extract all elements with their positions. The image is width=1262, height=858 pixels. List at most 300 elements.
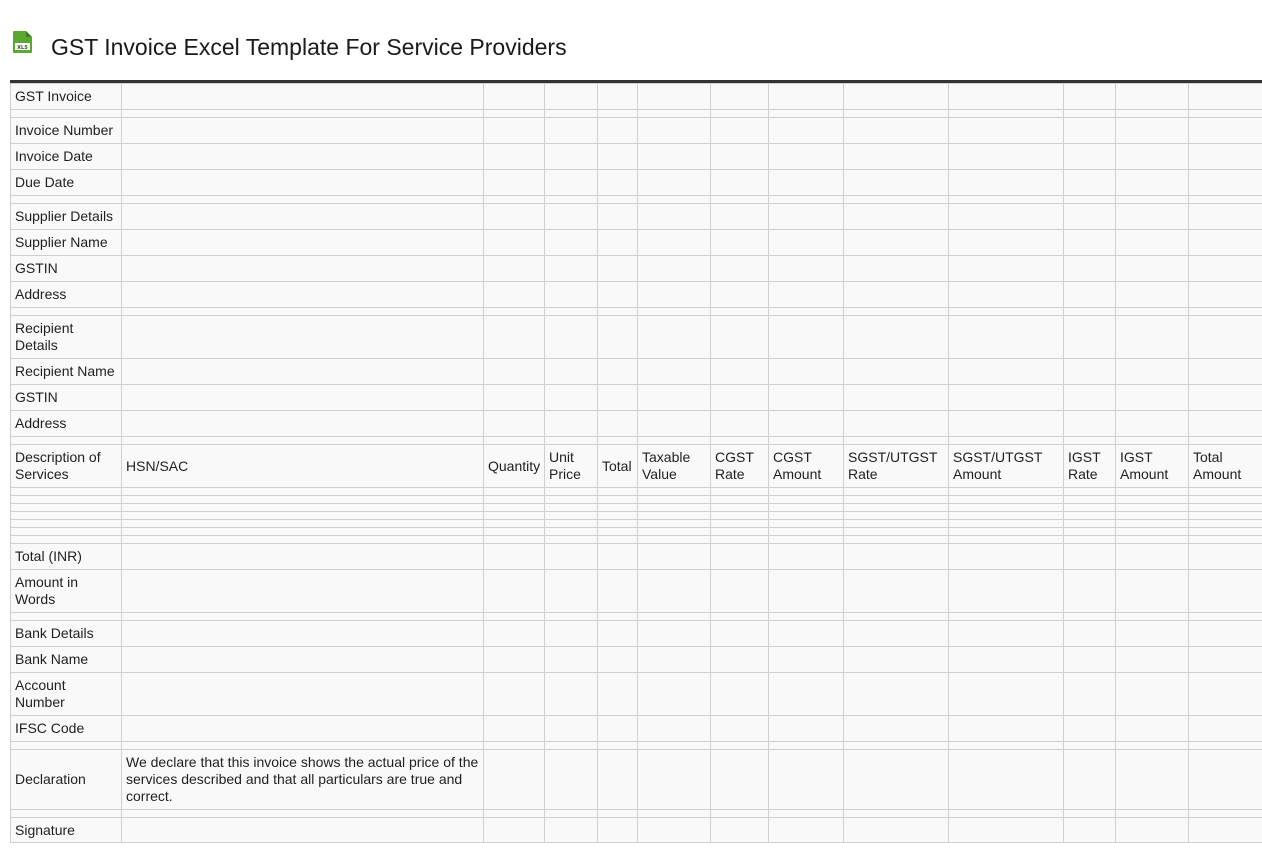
cell[interactable] <box>949 570 1064 613</box>
cell[interactable] <box>844 818 949 843</box>
field-label: Account Number <box>11 673 122 716</box>
cell[interactable] <box>1116 118 1189 144</box>
cell[interactable] <box>122 316 484 359</box>
cell[interactable] <box>1189 544 1262 570</box>
cell[interactable] <box>1189 411 1262 437</box>
cell[interactable] <box>844 673 949 716</box>
signature-input[interactable] <box>122 818 484 843</box>
cell[interactable] <box>484 544 545 570</box>
cell[interactable] <box>844 84 949 110</box>
row-account-number <box>11 673 1262 716</box>
cell[interactable] <box>598 544 638 570</box>
field-label: Address <box>11 411 122 437</box>
cell[interactable] <box>1116 359 1189 385</box>
cell[interactable] <box>484 282 545 308</box>
cell[interactable] <box>949 750 1064 810</box>
cell[interactable] <box>484 570 545 613</box>
cell[interactable] <box>1116 647 1189 673</box>
cell[interactable] <box>711 316 769 359</box>
cell[interactable] <box>1064 118 1116 144</box>
cell[interactable] <box>844 411 949 437</box>
cell[interactable] <box>484 818 545 843</box>
field-label: Total (INR) <box>11 544 122 570</box>
invoice-grid <box>10 83 1262 843</box>
cell[interactable] <box>844 750 949 810</box>
cell[interactable] <box>484 170 545 196</box>
cell[interactable] <box>484 359 545 385</box>
cell[interactable] <box>638 118 711 144</box>
cell[interactable] <box>545 282 598 308</box>
supplier-address-input[interactable] <box>122 282 484 308</box>
cell[interactable] <box>769 647 844 673</box>
column-header: HSN/SAC <box>122 445 484 488</box>
cell[interactable] <box>949 282 1064 308</box>
field-label: Address <box>11 282 122 308</box>
cell[interactable] <box>484 647 545 673</box>
cell[interactable] <box>1116 230 1189 256</box>
cell[interactable] <box>484 750 545 810</box>
row-bank-name <box>11 647 1262 673</box>
cell[interactable] <box>638 282 711 308</box>
cell[interactable] <box>1116 385 1189 411</box>
cell[interactable] <box>1116 256 1189 282</box>
cell[interactable] <box>949 716 1064 742</box>
cell[interactable] <box>545 647 598 673</box>
cell[interactable] <box>598 647 638 673</box>
cell[interactable] <box>711 570 769 613</box>
section-title-bank: Bank Details <box>11 621 122 647</box>
supplier-name-input[interactable] <box>122 230 484 256</box>
field-label: Signature <box>11 818 122 843</box>
row-supplier-details <box>11 204 1262 230</box>
account-number-input[interactable] <box>122 673 484 716</box>
cell[interactable] <box>1189 385 1262 411</box>
cell[interactable] <box>711 647 769 673</box>
field-label: GSTIN <box>11 256 122 282</box>
cell[interactable] <box>545 316 598 359</box>
cell[interactable] <box>949 647 1064 673</box>
row-signature <box>11 818 1262 843</box>
cell[interactable] <box>844 544 949 570</box>
cell[interactable] <box>711 359 769 385</box>
cell[interactable] <box>638 570 711 613</box>
page-title: GST Invoice Excel Template For Service Providers <box>51 34 567 60</box>
xls-file-icon <box>13 31 32 53</box>
cell[interactable] <box>769 385 844 411</box>
cell[interactable] <box>949 818 1064 843</box>
line-item-row[interactable] <box>11 504 1262 512</box>
due-date-input[interactable] <box>122 170 484 196</box>
cell[interactable] <box>949 230 1064 256</box>
cell[interactable] <box>769 673 844 716</box>
cell[interactable] <box>545 673 598 716</box>
cell[interactable] <box>638 621 711 647</box>
line-items-header <box>11 445 1262 488</box>
cell[interactable] <box>1064 359 1116 385</box>
row-supplier-address <box>11 282 1262 308</box>
cell[interactable] <box>711 204 769 230</box>
cell[interactable] <box>1064 84 1116 110</box>
cell[interactable] <box>1116 716 1189 742</box>
cell[interactable] <box>1116 204 1189 230</box>
cell[interactable] <box>484 411 545 437</box>
row-recipient-name <box>11 359 1262 385</box>
cell[interactable] <box>769 170 844 196</box>
cell[interactable] <box>949 621 1064 647</box>
cell[interactable] <box>638 204 711 230</box>
cell[interactable] <box>711 118 769 144</box>
cell[interactable] <box>1064 647 1116 673</box>
cell[interactable] <box>638 647 711 673</box>
cell[interactable] <box>711 673 769 716</box>
cell[interactable] <box>949 316 1064 359</box>
cell[interactable] <box>1189 647 1262 673</box>
cell[interactable] <box>1189 673 1262 716</box>
cell[interactable] <box>711 282 769 308</box>
field-label: Invoice Number <box>11 118 122 144</box>
cell[interactable] <box>711 716 769 742</box>
line-item-row[interactable] <box>11 536 1262 544</box>
cell[interactable] <box>769 282 844 308</box>
cell[interactable] <box>711 84 769 110</box>
cell[interactable] <box>638 84 711 110</box>
invoice-date-input[interactable] <box>122 144 484 170</box>
cell[interactable] <box>545 230 598 256</box>
cell[interactable] <box>1064 544 1116 570</box>
cell[interactable] <box>1116 282 1189 308</box>
cell[interactable] <box>1064 411 1116 437</box>
cell[interactable] <box>711 230 769 256</box>
cell[interactable] <box>844 282 949 308</box>
row-recipient-gstin <box>11 385 1262 411</box>
cell[interactable] <box>769 818 844 843</box>
cell[interactable] <box>1064 673 1116 716</box>
spacer-row <box>11 110 1262 118</box>
invoice-number-input[interactable] <box>122 118 484 144</box>
cell[interactable] <box>844 359 949 385</box>
cell[interactable] <box>769 621 844 647</box>
cell[interactable] <box>484 144 545 170</box>
cell[interactable] <box>1189 750 1262 810</box>
cell[interactable] <box>598 673 638 716</box>
cell[interactable] <box>1116 818 1189 843</box>
cell[interactable] <box>1189 621 1262 647</box>
cell[interactable] <box>1064 621 1116 647</box>
row-total-inr <box>11 544 1262 570</box>
cell[interactable] <box>1064 282 1116 308</box>
declaration-text[interactable]: We declare that this invoice shows the actual price of the services described and that all particulars are true and correct. <box>122 750 484 810</box>
cell[interactable] <box>1189 818 1262 843</box>
cell[interactable] <box>545 544 598 570</box>
cell[interactable] <box>844 570 949 613</box>
cell[interactable] <box>545 170 598 196</box>
row-ifsc-code <box>11 716 1262 742</box>
cell[interactable] <box>598 230 638 256</box>
column-header: IGST Amount <box>1116 445 1189 488</box>
section-title-invoice: GST Invoice <box>11 84 122 110</box>
cell[interactable] <box>598 316 638 359</box>
cell[interactable] <box>769 204 844 230</box>
cell[interactable] <box>598 282 638 308</box>
cell[interactable] <box>769 230 844 256</box>
cell[interactable] <box>484 621 545 647</box>
cell[interactable] <box>1189 118 1262 144</box>
cell[interactable] <box>1116 316 1189 359</box>
field-label: Supplier Name <box>11 230 122 256</box>
cell[interactable] <box>949 544 1064 570</box>
bank-name-input[interactable] <box>122 647 484 673</box>
cell[interactable] <box>598 411 638 437</box>
cell[interactable] <box>769 118 844 144</box>
cell[interactable] <box>1116 84 1189 110</box>
cell[interactable] <box>638 256 711 282</box>
field-label: Bank Name <box>11 647 122 673</box>
row-supplier-name <box>11 230 1262 256</box>
cell[interactable] <box>1189 359 1262 385</box>
cell[interactable] <box>545 621 598 647</box>
spacer-row <box>11 810 1262 818</box>
cell[interactable] <box>1064 570 1116 613</box>
cell[interactable] <box>1189 316 1262 359</box>
cell[interactable] <box>598 716 638 742</box>
cell[interactable] <box>598 570 638 613</box>
cell[interactable] <box>545 256 598 282</box>
cell[interactable] <box>1189 84 1262 110</box>
field-label: Due Date <box>11 170 122 196</box>
cell[interactable] <box>769 256 844 282</box>
cell[interactable] <box>949 84 1064 110</box>
cell[interactable] <box>769 750 844 810</box>
ifsc-code-input[interactable] <box>122 716 484 742</box>
cell[interactable] <box>1189 256 1262 282</box>
cell[interactable] <box>949 359 1064 385</box>
cell[interactable] <box>545 818 598 843</box>
line-item-row[interactable] <box>11 496 1262 504</box>
cell[interactable] <box>711 818 769 843</box>
cell[interactable] <box>1064 144 1116 170</box>
cell[interactable] <box>545 118 598 144</box>
cell[interactable] <box>844 170 949 196</box>
cell[interactable] <box>949 673 1064 716</box>
cell[interactable] <box>598 170 638 196</box>
cell[interactable] <box>769 411 844 437</box>
cell[interactable] <box>484 385 545 411</box>
cell[interactable] <box>598 385 638 411</box>
cell[interactable] <box>711 385 769 411</box>
cell[interactable] <box>769 144 844 170</box>
cell[interactable] <box>484 316 545 359</box>
section-title-supplier: Supplier Details <box>11 204 122 230</box>
row-supplier-gstin <box>11 256 1262 282</box>
column-header: Quantity <box>484 445 545 488</box>
cell[interactable] <box>1189 570 1262 613</box>
cell[interactable] <box>1189 170 1262 196</box>
row-due-date <box>11 170 1262 196</box>
cell[interactable] <box>1064 256 1116 282</box>
cell[interactable] <box>598 818 638 843</box>
cell[interactable] <box>769 570 844 613</box>
cell[interactable] <box>769 84 844 110</box>
cell[interactable] <box>949 385 1064 411</box>
field-label: Amount in Words <box>11 570 122 613</box>
line-item-row[interactable] <box>11 512 1262 520</box>
cell[interactable] <box>638 750 711 810</box>
cell[interactable] <box>949 118 1064 144</box>
cell[interactable] <box>638 359 711 385</box>
cell[interactable] <box>1064 716 1116 742</box>
cell[interactable] <box>711 411 769 437</box>
cell[interactable] <box>1064 750 1116 810</box>
cell[interactable] <box>1189 716 1262 742</box>
cell[interactable] <box>949 256 1064 282</box>
cell[interactable] <box>122 621 484 647</box>
spacer-row <box>11 308 1262 316</box>
cell[interactable] <box>844 204 949 230</box>
cell[interactable] <box>1116 170 1189 196</box>
cell[interactable] <box>949 411 1064 437</box>
column-header: Taxable Value <box>638 445 711 488</box>
cell[interactable] <box>598 118 638 144</box>
cell[interactable] <box>484 84 545 110</box>
cell[interactable] <box>545 385 598 411</box>
cell[interactable] <box>545 570 598 613</box>
amount-in-words-input[interactable] <box>122 570 484 613</box>
cell[interactable] <box>638 316 711 359</box>
column-header: CGST Rate <box>711 445 769 488</box>
cell[interactable] <box>545 144 598 170</box>
cell[interactable] <box>545 716 598 742</box>
cell[interactable] <box>1116 750 1189 810</box>
cell[interactable] <box>484 118 545 144</box>
cell[interactable] <box>1116 144 1189 170</box>
recipient-address-input[interactable] <box>122 411 484 437</box>
cell[interactable] <box>1064 316 1116 359</box>
cell[interactable] <box>1064 204 1116 230</box>
cell[interactable] <box>638 385 711 411</box>
cell[interactable] <box>598 256 638 282</box>
cell[interactable] <box>484 204 545 230</box>
cell[interactable] <box>1189 144 1262 170</box>
row-invoice-number <box>11 118 1262 144</box>
cell[interactable] <box>598 144 638 170</box>
cell[interactable] <box>844 256 949 282</box>
cell[interactable] <box>1064 170 1116 196</box>
cell[interactable] <box>769 544 844 570</box>
cell[interactable] <box>484 716 545 742</box>
cell[interactable] <box>122 204 484 230</box>
column-header: Total Amount <box>1189 445 1262 488</box>
total-inr-input[interactable] <box>122 544 484 570</box>
supplier-gstin-input[interactable] <box>122 256 484 282</box>
cell[interactable] <box>545 204 598 230</box>
cell[interactable] <box>638 144 711 170</box>
cell[interactable] <box>949 204 1064 230</box>
cell[interactable] <box>122 84 484 110</box>
field-label: IFSC Code <box>11 716 122 742</box>
cell[interactable] <box>598 359 638 385</box>
cell[interactable] <box>769 359 844 385</box>
cell[interactable] <box>711 621 769 647</box>
cell[interactable] <box>638 544 711 570</box>
cell[interactable] <box>545 84 598 110</box>
line-item-row[interactable] <box>11 488 1262 496</box>
cell[interactable] <box>638 673 711 716</box>
field-label: Recipient Name <box>11 359 122 385</box>
cell[interactable] <box>638 230 711 256</box>
cell[interactable] <box>1116 411 1189 437</box>
cell[interactable] <box>484 230 545 256</box>
cell[interactable] <box>769 316 844 359</box>
cell[interactable] <box>1064 818 1116 843</box>
page-header <box>0 0 1262 81</box>
recipient-gstin-input[interactable] <box>122 385 484 411</box>
cell[interactable] <box>638 716 711 742</box>
cell[interactable] <box>598 204 638 230</box>
line-item-row[interactable] <box>11 520 1262 528</box>
cell[interactable] <box>545 411 598 437</box>
cell[interactable] <box>711 144 769 170</box>
cell[interactable] <box>598 621 638 647</box>
cell[interactable] <box>484 256 545 282</box>
cell[interactable] <box>545 359 598 385</box>
cell[interactable] <box>844 621 949 647</box>
cell[interactable] <box>1116 544 1189 570</box>
column-header: CGST Amount <box>769 445 844 488</box>
row-bank-details <box>11 621 1262 647</box>
cell[interactable] <box>1189 230 1262 256</box>
cell[interactable] <box>769 716 844 742</box>
cell[interactable] <box>844 230 949 256</box>
spreadsheet <box>10 80 1262 843</box>
cell[interactable] <box>949 144 1064 170</box>
cell[interactable] <box>638 170 711 196</box>
cell[interactable] <box>598 84 638 110</box>
column-header: Unit Price <box>545 445 598 488</box>
cell[interactable] <box>1189 204 1262 230</box>
cell[interactable] <box>545 750 598 810</box>
cell[interactable] <box>949 170 1064 196</box>
cell[interactable] <box>711 256 769 282</box>
section-title-recipient: Recipient Details <box>11 316 122 359</box>
cell[interactable] <box>1116 673 1189 716</box>
cell[interactable] <box>711 544 769 570</box>
cell[interactable] <box>711 750 769 810</box>
row-recipient-address <box>11 411 1262 437</box>
line-item-row[interactable] <box>11 528 1262 536</box>
cell[interactable] <box>844 647 949 673</box>
cell[interactable] <box>1116 570 1189 613</box>
cell[interactable] <box>844 118 949 144</box>
cell[interactable] <box>1064 230 1116 256</box>
cell[interactable] <box>844 385 949 411</box>
cell[interactable] <box>1064 385 1116 411</box>
cell[interactable] <box>1189 282 1262 308</box>
cell[interactable] <box>844 316 949 359</box>
cell[interactable] <box>638 411 711 437</box>
cell[interactable] <box>598 750 638 810</box>
cell[interactable] <box>1116 621 1189 647</box>
cell[interactable] <box>844 716 949 742</box>
column-header: SGST/UTGST Amount <box>949 445 1064 488</box>
cell[interactable] <box>484 673 545 716</box>
row-amount-in-words <box>11 570 1262 613</box>
cell[interactable] <box>711 170 769 196</box>
row-recipient-details <box>11 316 1262 359</box>
cell[interactable] <box>844 144 949 170</box>
column-header: Total <box>598 445 638 488</box>
cell[interactable] <box>638 818 711 843</box>
recipient-name-input[interactable] <box>122 359 484 385</box>
